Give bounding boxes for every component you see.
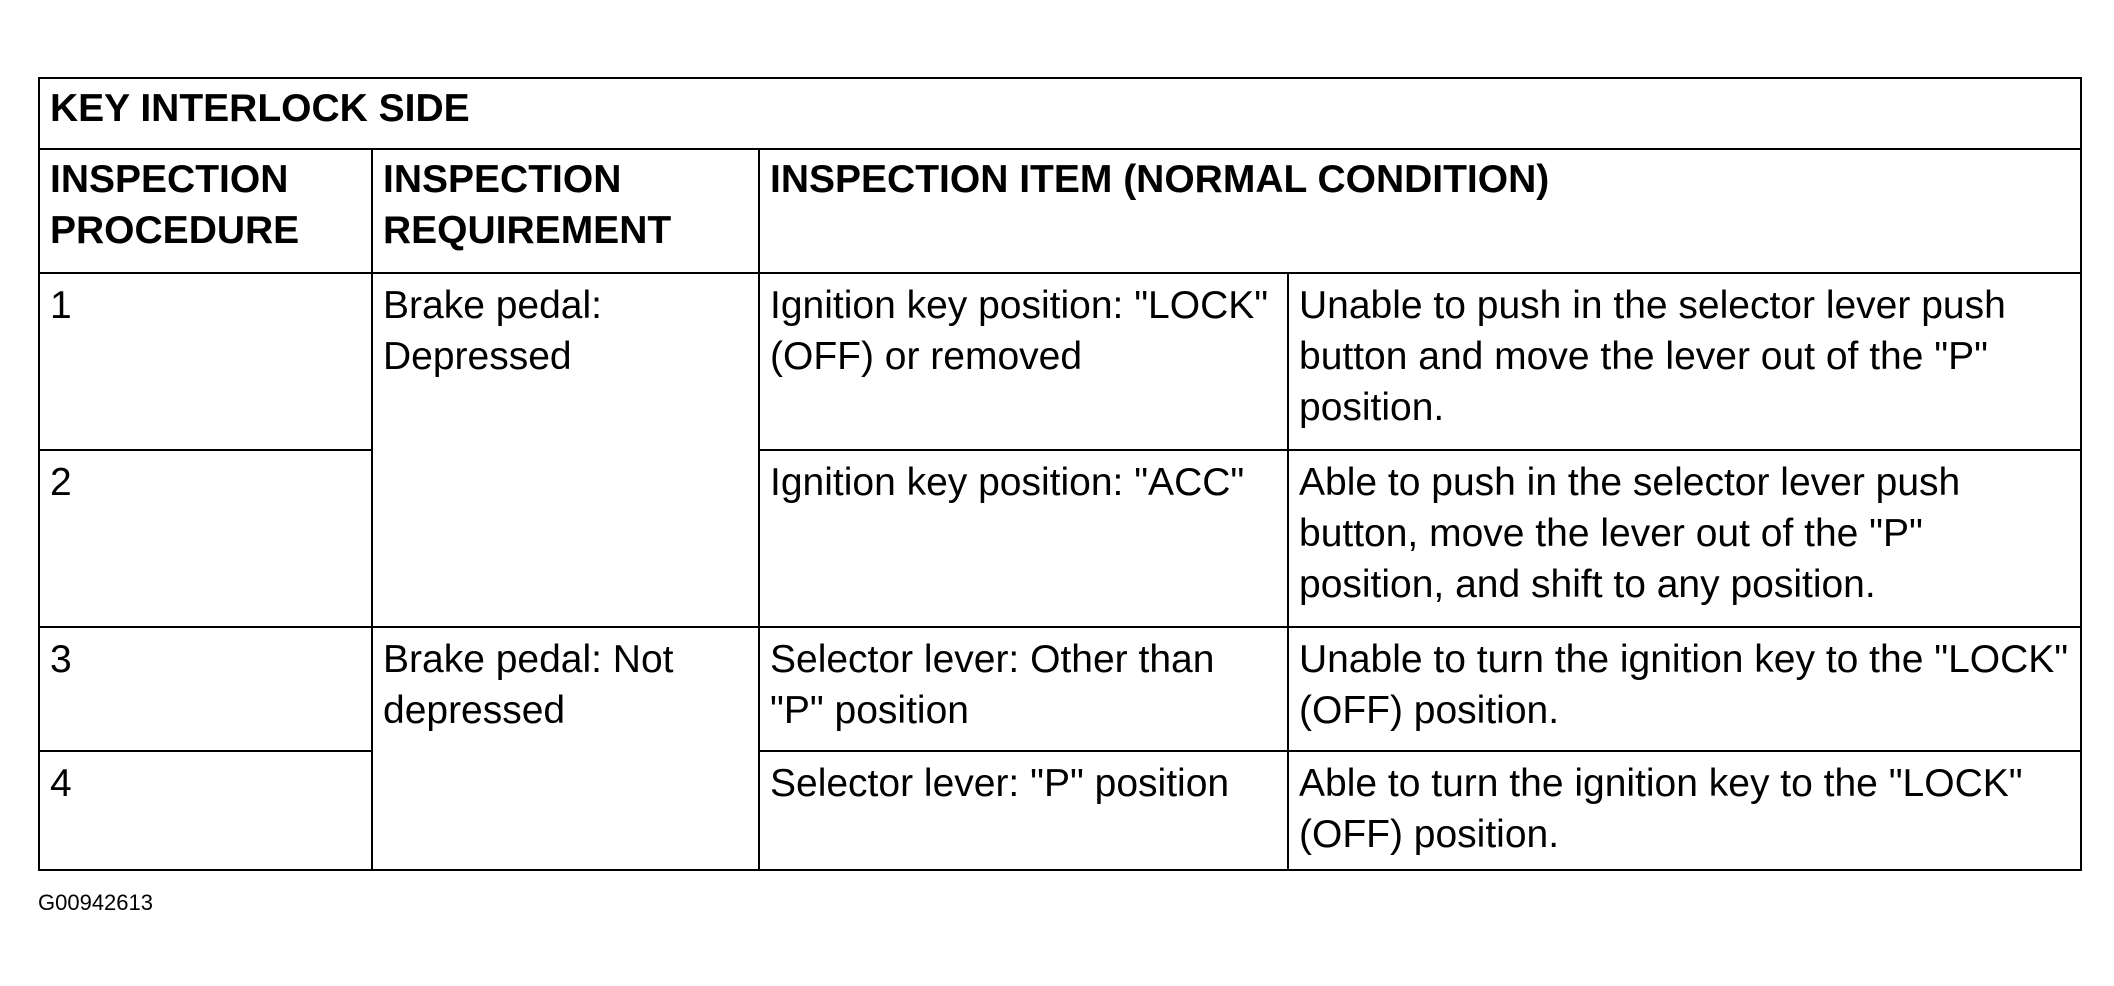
key-interlock-table — [38, 77, 2082, 871]
cell-item: Ignition key position: "ACC" — [759, 450, 1288, 627]
table-title: KEY INTERLOCK SIDE — [39, 78, 2081, 149]
cell-condition: Able to push in the selector lever push button, move the lever out of the "P" position, and shift to any position. — [1288, 450, 2081, 627]
cell-requirement: Brake pedal: Not depressed — [372, 627, 759, 870]
table-header-row — [39, 149, 2081, 273]
cell-condition: Unable to turn the ignition key to the "LOCK" (OFF) position. — [1288, 627, 2081, 751]
table-row — [39, 751, 2081, 870]
header-requirement: INSPECTION REQUIREMENT — [372, 149, 759, 273]
header-procedure: INSPECTION PROCEDURE — [39, 149, 372, 273]
table-row — [39, 273, 2081, 450]
cell-condition: Unable to push in the selector lever push button and move the lever out of the "P" position. — [1288, 273, 2081, 450]
table-row — [39, 450, 2081, 627]
cell-item: Selector lever: "P" position — [759, 751, 1288, 870]
header-item: INSPECTION ITEM (NORMAL CONDITION) — [759, 149, 2081, 273]
cell-procedure: 1 — [39, 273, 372, 450]
cell-requirement: Brake pedal: Depressed — [372, 273, 759, 627]
cell-procedure: 2 — [39, 450, 372, 627]
cell-item: Ignition key position: "LOCK" (OFF) or removed — [759, 273, 1288, 450]
cell-condition: Able to turn the ignition key to the "LOCK" (OFF) position. — [1288, 751, 2081, 870]
cell-procedure: 4 — [39, 751, 372, 870]
cell-procedure: 3 — [39, 627, 372, 751]
table-row — [39, 627, 2081, 751]
figure-code: G00942613 — [38, 890, 153, 915]
cell-item: Selector lever: Other than "P" position — [759, 627, 1288, 751]
table-title-row — [39, 78, 2081, 149]
